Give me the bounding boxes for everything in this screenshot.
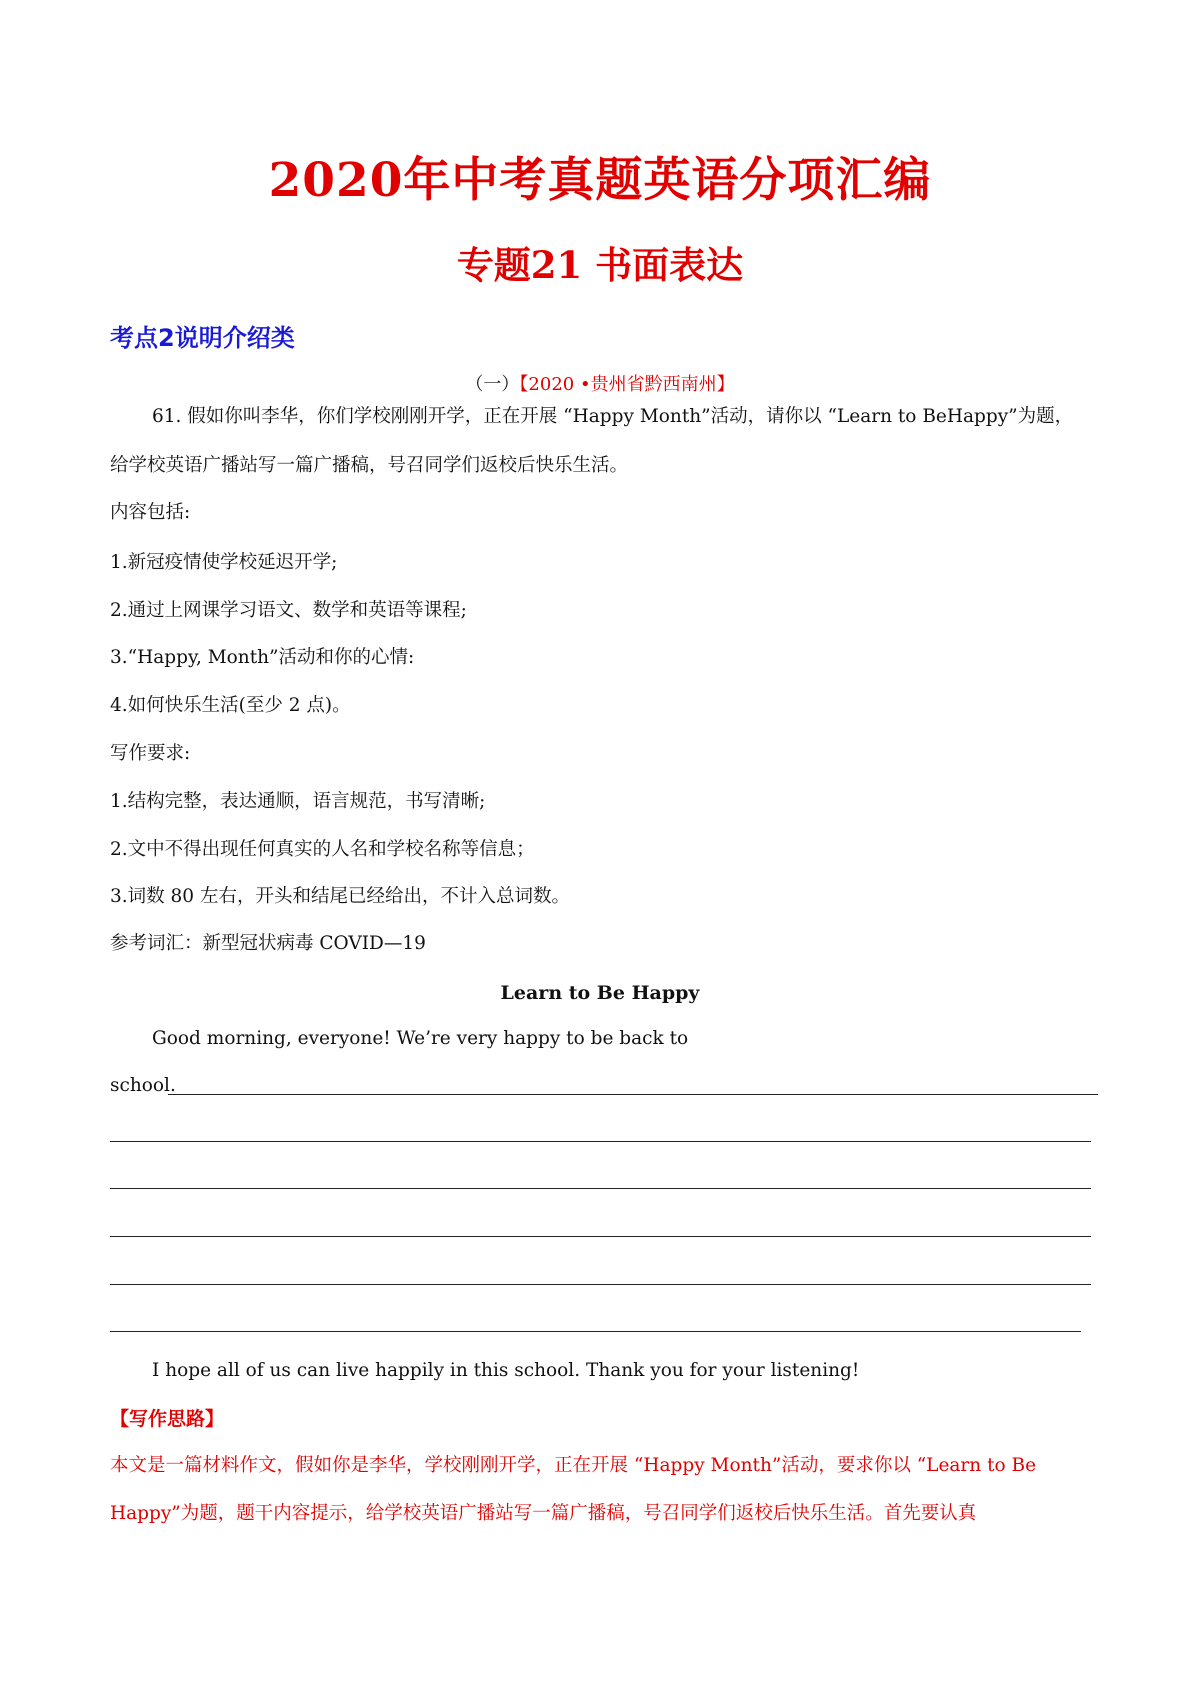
prompt-line: 61. 假如你叫李华，你们学校刚刚开学，正在开展 “Happy Month”活动，请你以 “Learn to BeHappy”为题， xyxy=(152,406,1074,427)
analysis-line: 本文是一篇材料作文，假如你是李华，学校刚刚开学，正在开展 “Happy Month”活动，要求你以 “Learn to Be xyxy=(110,1455,1037,1476)
content-label: 内容包括: xyxy=(110,502,191,523)
requirement-item: 3.词数 80 左右，开头和结尾已经给出，不计入总词数。 xyxy=(110,886,570,907)
source-tag: 【2020 •贵州省黔西南州】 xyxy=(519,374,735,395)
content-item: 3.“Happy, Month”活动和你的心情: xyxy=(110,647,415,668)
essay-closing: I hope all of us can live happily in this school. Thank you for your listening! xyxy=(152,1360,860,1381)
question-source xyxy=(0,370,1200,396)
source-prefix: （一） xyxy=(465,374,520,395)
analysis-heading: 【写作思路】 xyxy=(110,1408,225,1430)
answer-line xyxy=(110,1188,1091,1189)
content-item: 2.通过上网课学习语文、数学和英语等课程; xyxy=(110,600,467,621)
requirement-item: 2.文中不得出现任何真实的人名和学校名称等信息； xyxy=(110,839,535,860)
answer-line xyxy=(110,1236,1091,1237)
analysis-line: Happy”为题，题干内容提示，给学校英语广播站写一篇广播稿，号召同学们返校后快乐生活。首先要认真 xyxy=(110,1503,977,1524)
requirements-label: 写作要求: xyxy=(110,743,191,764)
requirement-item: 1.结构完整，表达通顺，语言规范，书写清晰; xyxy=(110,791,486,812)
page-subtitle: 专题21 书面表达 xyxy=(456,243,744,287)
essay-title: Learn to Be Happy xyxy=(500,982,700,1004)
prompt-line: 给学校英语广播站写一篇广播稿，号召同学们返校后快乐生活。 xyxy=(110,455,629,476)
answer-line xyxy=(110,1284,1091,1285)
content-item: 4.如何快乐生活(至少 2 点)。 xyxy=(110,695,351,716)
answer-line xyxy=(168,1094,1098,1095)
vocab-line: 参考词汇：新型冠状病毒 COVID—19 xyxy=(110,933,426,954)
answer-line xyxy=(110,1141,1091,1142)
page-title: 2020年中考真题英语分项汇编 xyxy=(268,153,932,208)
essay-school: school. xyxy=(110,1075,176,1096)
essay-opening: Good morning, everyone! We’re very happy to be back to xyxy=(152,1028,689,1049)
content-item: 1.新冠疫情使学校延迟开学; xyxy=(110,552,338,573)
section-heading: 考点2说明介绍类 xyxy=(110,324,295,352)
answer-line xyxy=(110,1331,1081,1332)
